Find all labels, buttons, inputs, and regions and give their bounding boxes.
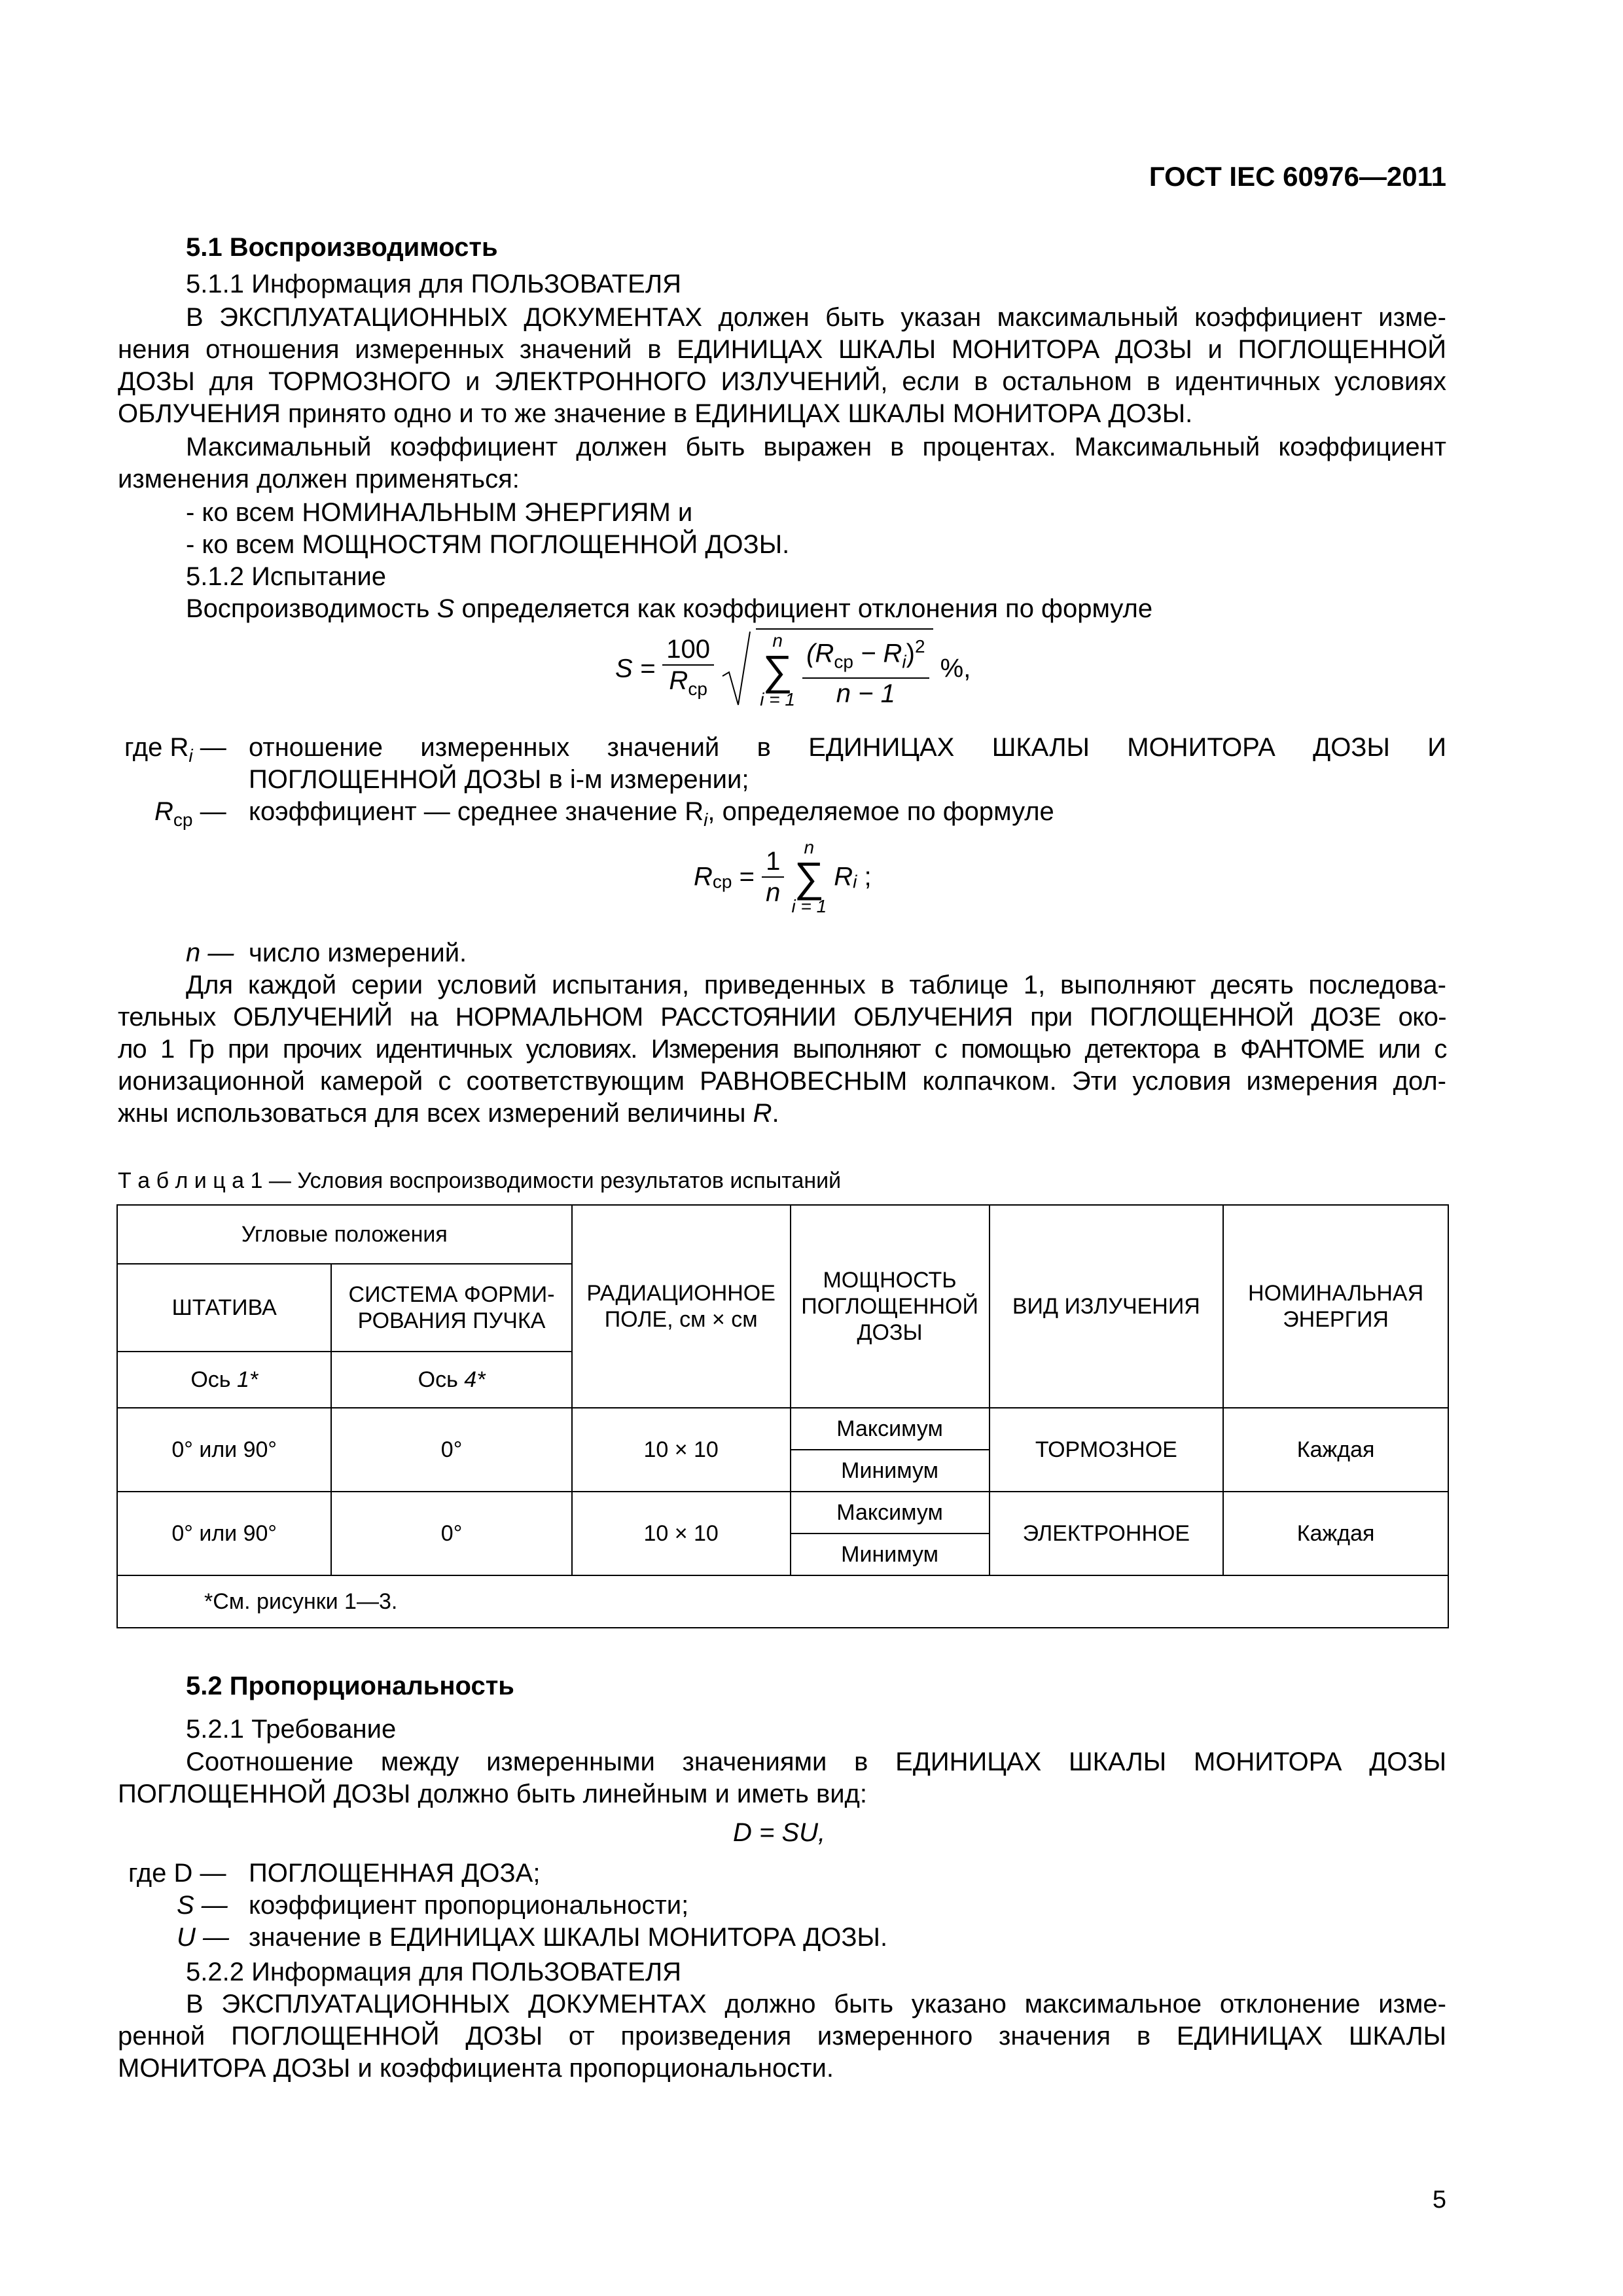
formula-tail: ; (857, 862, 872, 891)
paragraph-5-1-1-text (118, 302, 1446, 430)
cell-rate-min: Минимум (791, 1534, 990, 1575)
header-energy: НОМИНАЛЬНАЯ ЭНЕРГИЯ (1223, 1205, 1448, 1408)
sum-upper: n (804, 837, 815, 857)
paragraph-test-procedure (118, 969, 1446, 1130)
header-rate: МОЩНОСТЬ ПОГЛОЩЕННОЙ ДОЗЫ (791, 1205, 990, 1408)
subscript: i (902, 651, 906, 672)
section-title-5-2: 5.2 Пропорциональность (186, 1672, 514, 1700)
def-text-s: коэффициент пропорциональности; (249, 1891, 689, 1920)
cell-energy: Каждая (1223, 1408, 1448, 1492)
cell-stand: 0° или 90° (117, 1408, 331, 1492)
text-line: тельных ОБЛУЧЕНИЙ на НОРМАЛЬНОМ РАССТОЯНИИ ОБЛУЧЕНИЯ при ПОГЛОЩЕННОЙ ДОЗЕ око- (118, 1003, 1446, 1031)
table-caption: Т а б л и ц а 1 — Условия воспроизводимости результатов испытаний (118, 1168, 842, 1193)
subscript: ср (712, 871, 732, 892)
variable: R (154, 797, 173, 826)
text-span: жны использоваться для всех измерений величины (118, 1099, 753, 1128)
text-span: Воспроизводимость (186, 594, 437, 623)
sum-lower: i = 1 (791, 896, 827, 916)
def-text-rcp (249, 796, 1054, 836)
equals: = (732, 862, 755, 891)
text-span: определяется как коэффициент отклонения по формуле (454, 594, 1153, 623)
text-span: , определяемое по формуле (707, 797, 1054, 826)
def-label-rcp (154, 796, 226, 836)
page-number: 5 (1432, 2186, 1446, 2214)
text-span: 1* (236, 1367, 259, 1392)
table-row (117, 1408, 1448, 1450)
subscript: ср (834, 651, 853, 672)
subsection-5-2-2: 5.2.2 Информация для ПОЛЬЗОВАТЕЛЯ (186, 1958, 681, 1986)
formula-lhs: R (694, 862, 713, 891)
numerator: 100 (662, 634, 714, 666)
text-line: ренной ПОГЛОЩЕННОЙ ДОЗЫ от произведения измеренного значения в ЕДИНИЦАХ ШКАЛЫ (118, 2022, 1446, 2051)
table-row (117, 1492, 1448, 1534)
text-span: 4* (464, 1367, 486, 1392)
table-1 (116, 1204, 1449, 1628)
term: − R (853, 639, 902, 668)
subscript: i (704, 810, 708, 830)
paragraph-5-2-2-text (118, 1988, 1446, 2085)
sigma-symbol: ∑ (794, 853, 825, 901)
document-header: ГОСТ IEC 60976—2011 (1149, 161, 1446, 192)
sqrt-sign (721, 630, 751, 708)
dash: — (192, 797, 226, 826)
paragraph-5-2-1-text (118, 1746, 1446, 1810)
formula-proportionality: D = SU, (733, 1818, 826, 1847)
numerator: 1 (762, 846, 784, 878)
text-span: Ось (190, 1367, 237, 1392)
variable: R (753, 1099, 772, 1128)
formula-intro (186, 592, 1152, 626)
variable: R (669, 666, 688, 695)
text-span: коэффициент — среднее значение R (249, 797, 704, 826)
header-field: РАДИАЦИОННОЕ ПОЛЕ, см × см (572, 1205, 791, 1408)
dash: — (192, 733, 226, 762)
text-line: ПОГЛОЩЕННОЙ ДОЗЫ должно быть линейным и иметь вид: (118, 1780, 867, 1808)
def-text-ri-1: отношение измеренных значений в ЕДИНИЦАХ ШКАЛЫ МОНИТОРА ДОЗЫ И (249, 733, 1446, 762)
text-line: Максимальный коэффициент должен быть выражен в процентах. Максимальный коэффициент (186, 433, 1446, 461)
fraction (762, 846, 784, 908)
subscript: ср (173, 810, 193, 830)
sum-lower: i = 1 (760, 689, 795, 709)
def-text-u: значение в ЕДИНИЦАХ ШКАЛЫ МОНИТОРА ДОЗЫ. (249, 1923, 888, 1952)
variable: R (834, 862, 853, 891)
paragraph-coefficient (118, 431, 1446, 495)
subsection-5-1-1: 5.1.1 Информация для ПОЛЬЗОВАТЕЛЯ (186, 270, 681, 298)
formula-reproducibility (615, 628, 971, 709)
variable: S (437, 594, 455, 623)
cell-beam: 0° (331, 1492, 571, 1575)
text-line: ионизационной камерой с соответствующим РАВНОВЕСНЫМ колпачком. Эти условия измерения дол- (118, 1067, 1446, 1096)
subscript: ср (688, 678, 707, 699)
denominator (665, 666, 711, 704)
formula-mean (694, 838, 872, 916)
subscript: i (188, 745, 193, 766)
sum-upper: n (772, 630, 783, 651)
header-type: ВИД ИЗЛУЧЕНИЯ (990, 1205, 1224, 1408)
def-text-n: число измерений. (249, 939, 467, 967)
def-label-ri (124, 732, 226, 772)
text-line: нения отношения измеренных значений в ЕДИНИЦАХ ШКАЛЫ МОНИТОРА ДОЗЫ и ПОГЛОЩЕННОЙ (118, 335, 1446, 364)
cell-rate-max: Максимум (791, 1492, 990, 1534)
text-span: Ось (418, 1367, 465, 1392)
header-angles: Угловые положения (117, 1205, 572, 1264)
cell-field: 10 × 10 (572, 1408, 791, 1492)
subsection-5-1-2: 5.1.2 Испытание (186, 562, 387, 591)
fraction (802, 632, 929, 708)
cell-type: ЭЛЕКТРОННОЕ (990, 1492, 1224, 1575)
cell-field: 10 × 10 (572, 1492, 791, 1575)
term: (R (806, 639, 834, 668)
def-label-n (186, 937, 234, 969)
text-line (118, 1098, 1446, 1130)
cell-stand: 0° или 90° (117, 1492, 331, 1575)
text-line: МОНИТОРА ДОЗЫ и коэффициента пропорциональности. (118, 2054, 834, 2083)
header-beam: СИСТЕМА ФОРМИ-РОВАНИЯ ПУЧКА (331, 1264, 571, 1352)
fraction (662, 634, 714, 704)
summation (791, 838, 827, 916)
list-item: - ко всем НОМИНАЛЬНЫМ ЭНЕРГИЯМ и (186, 498, 693, 527)
table-footnote: *См. рисунки 1—3. (117, 1575, 1448, 1628)
numerator (802, 632, 929, 678)
header-stand: ШТАТИВА (117, 1264, 331, 1352)
formula-tail: %, (940, 654, 971, 683)
label: где R (124, 733, 189, 762)
header-axis-4 (331, 1352, 571, 1408)
denominator: n − 1 (836, 679, 895, 708)
def-label-d: где D — (128, 1859, 226, 1888)
section-title-5-1: 5.1 Воспроизводимость (186, 233, 498, 262)
sigma-symbol: ∑ (762, 647, 793, 694)
def-text-ri-2: ПОГЛОЩЕННОЙ ДОЗЫ в i-м измерении; (249, 765, 749, 794)
text-line: Для каждой серии условий испытания, приведенных в таблице 1, выполняют десять последова- (186, 971, 1446, 999)
sqrt-body (756, 628, 933, 709)
text-line: В ЭКСПЛУАТАЦИОННЫХ ДОКУМЕНТАХ должно быть указано максимальное отклонение изме- (186, 1990, 1446, 2018)
cell-rate-min: Минимум (791, 1450, 990, 1492)
header-axis-1 (117, 1352, 331, 1408)
formula-lhs: S = (615, 654, 656, 683)
text-line: ОБЛУЧЕНИЯ принято одно и то же значение в ЕДИНИЦАХ ШКАЛЫ МОНИТОРА ДОЗЫ. (118, 399, 1193, 428)
def-text-d: ПОГЛОЩЕННАЯ ДОЗА; (249, 1859, 541, 1888)
term: ) (906, 639, 915, 668)
text-line: В ЭКСПЛУАТАЦИОННЫХ ДОКУМЕНТАХ должен быть указан максимальный коэффициент изме- (186, 303, 1446, 332)
label: n — (186, 939, 234, 967)
def-label-s: S — (177, 1891, 228, 1920)
cell-type: ТОРМОЗНОЕ (990, 1408, 1224, 1492)
subsection-5-2-1: 5.2.1 Требование (186, 1715, 397, 1744)
superscript: 2 (914, 636, 925, 657)
text-line: изменения должен применяться: (118, 465, 520, 493)
subscript: i (853, 871, 857, 892)
def-label-u: U — (177, 1923, 229, 1952)
cell-energy: Каждая (1223, 1492, 1448, 1575)
summation (760, 631, 795, 709)
cell-beam: 0° (331, 1408, 571, 1492)
text-span: . (772, 1099, 779, 1128)
list-item: - ко всем МОЩНОСТЯМ ПОГЛОЩЕННОЙ ДОЗЫ. (186, 530, 790, 559)
text-line: ДОЗЫ для ТОРМОЗНОГО и ЭЛЕКТРОННОГО ИЗЛУЧЕНИЙ, если в остальном в идентичных условиях (118, 367, 1446, 396)
text-line: ло 1 Гр при прочих идентичных условиях. Измерения выполняют с помощью детектора в ФАНТОМЕ или с (118, 1035, 1446, 1064)
text-line: Соотношение между измеренными значениями в ЕДИНИЦАХ ШКАЛЫ МОНИТОРА ДОЗЫ (186, 1748, 1446, 1776)
denominator: n (766, 878, 781, 907)
cell-rate-max: Максимум (791, 1408, 990, 1450)
